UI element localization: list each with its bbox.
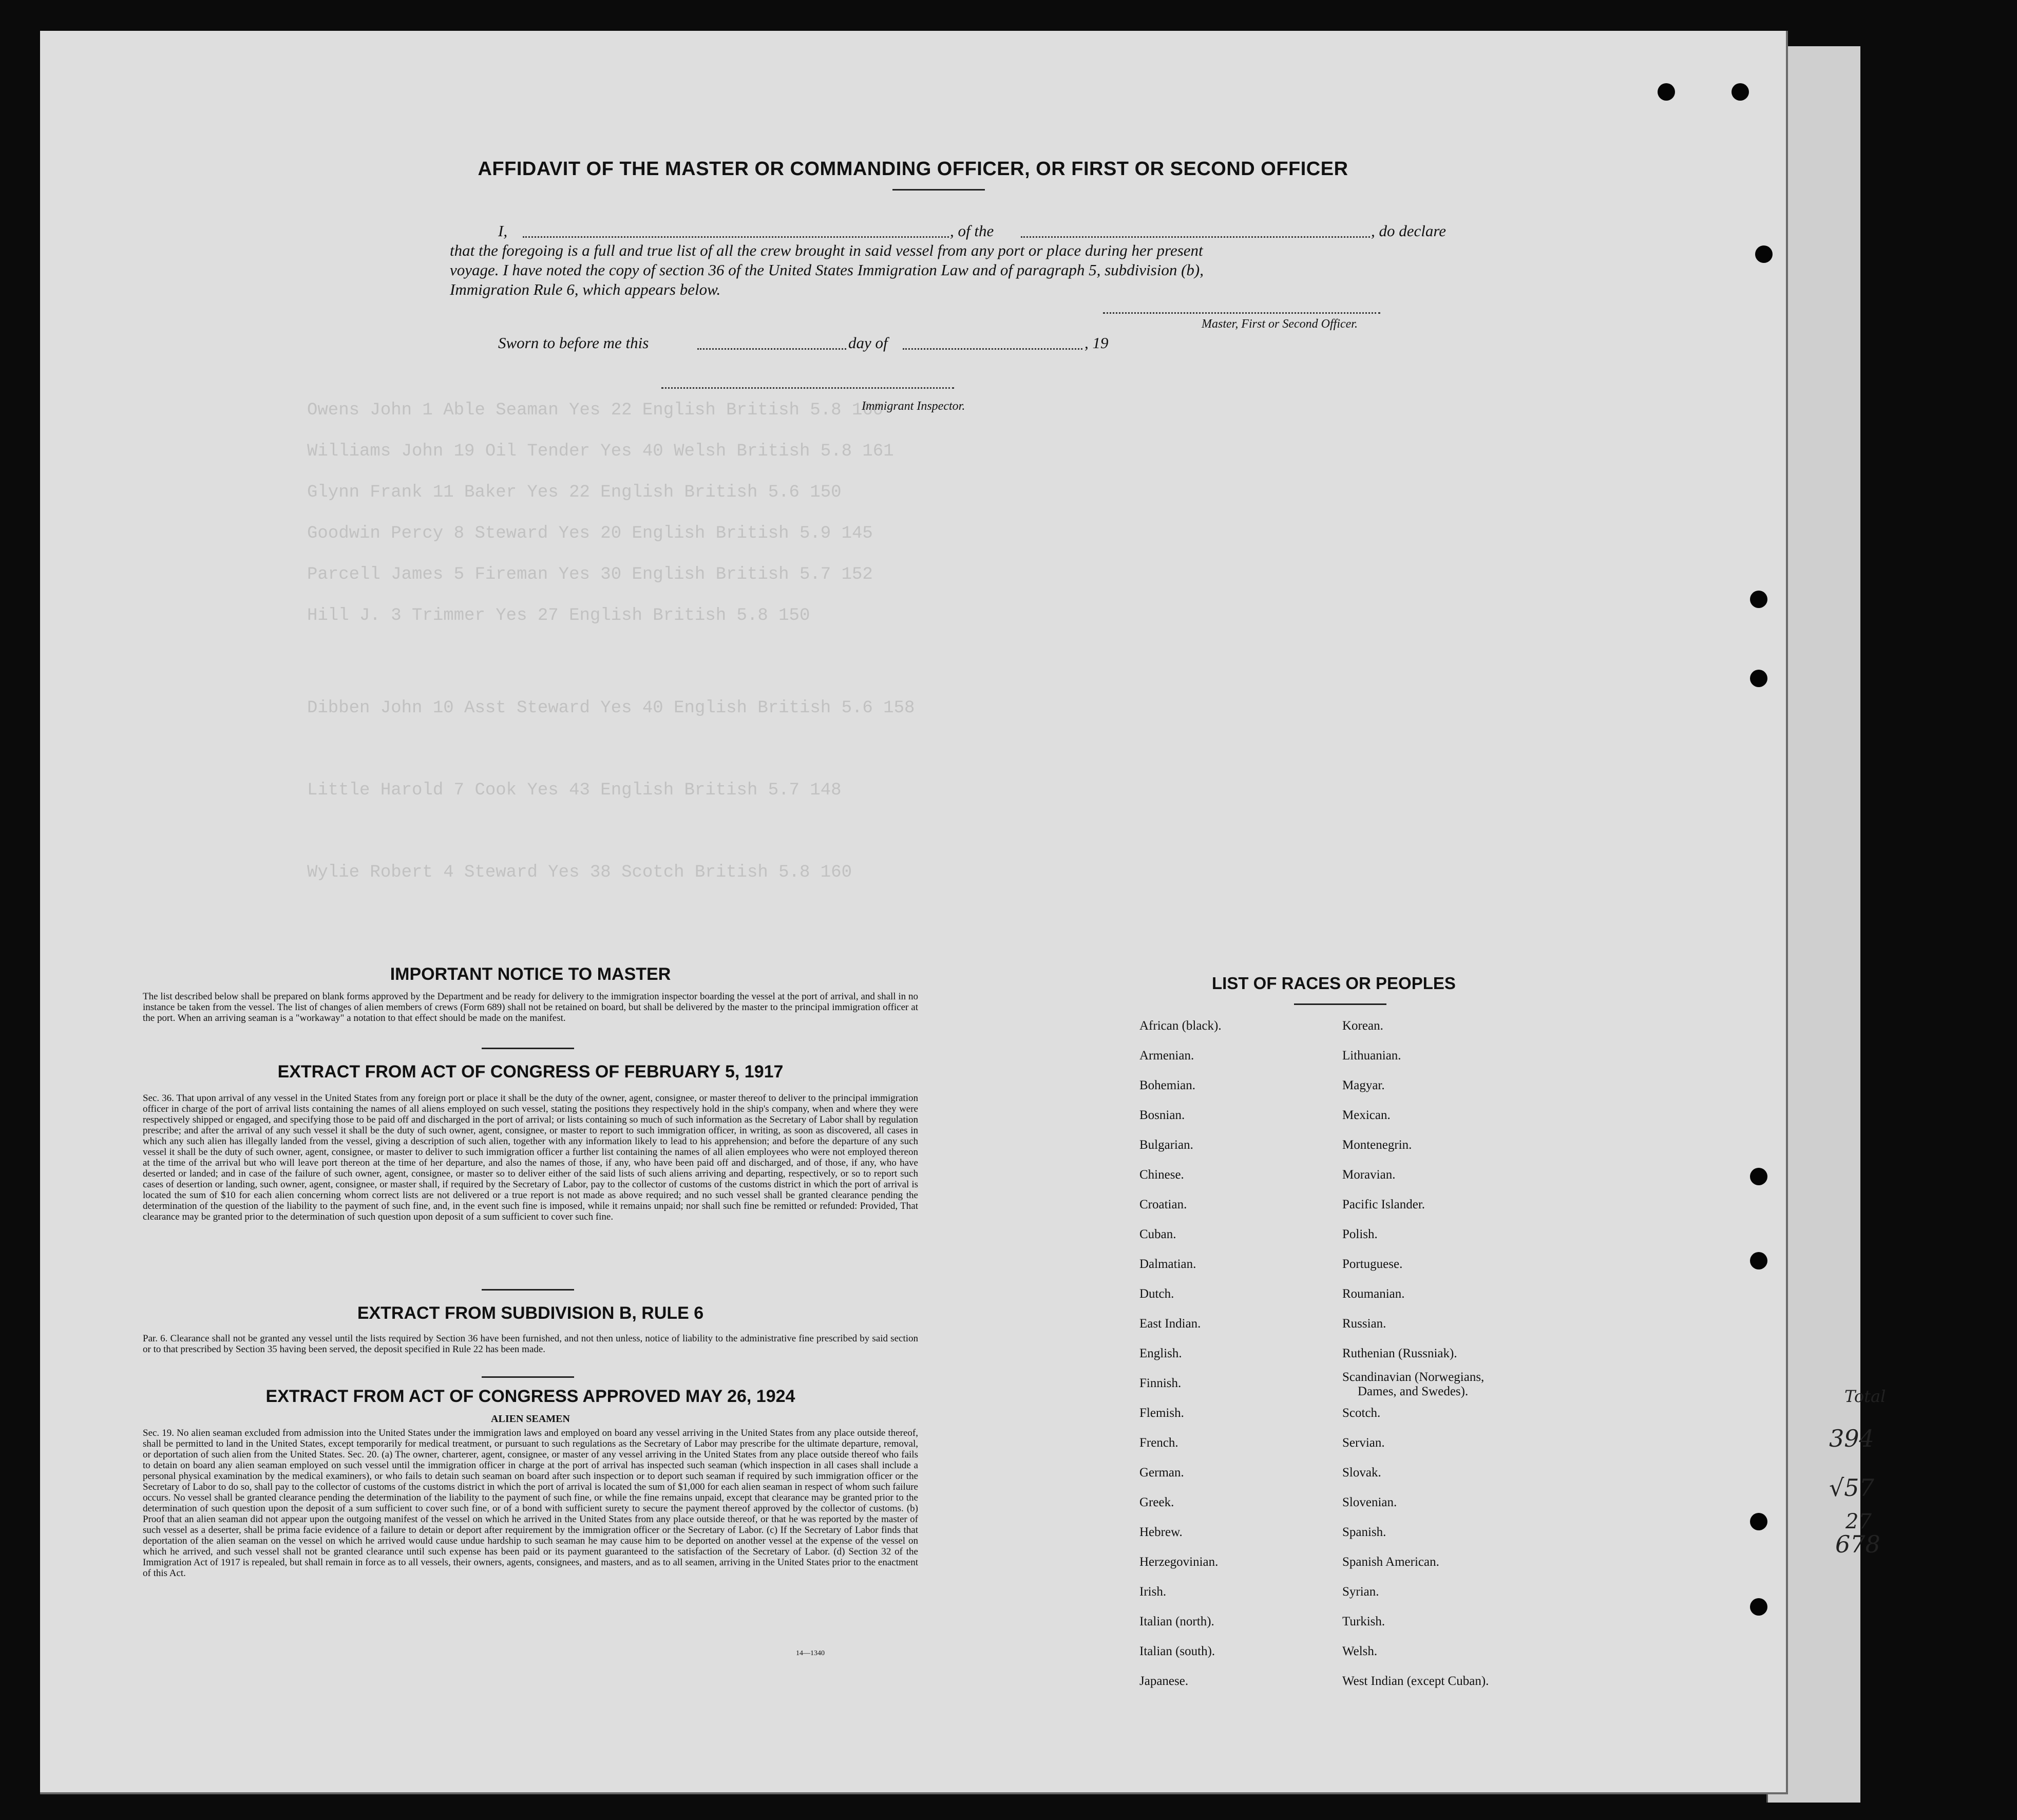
race-right-item: Pacific Islander. bbox=[1342, 1198, 1425, 1211]
sworn-label: Sworn to before me this bbox=[498, 334, 649, 352]
race-left-item: East Indian. bbox=[1139, 1317, 1201, 1331]
bleed-through-text: Little Harold 7 Cook Yes 43 English British 5.7 148 bbox=[307, 781, 842, 800]
race-right-item: Portuguese. bbox=[1342, 1257, 1403, 1271]
bleed-through-text: Parcell James 5 Fireman Yes 30 English British 5.7 152 bbox=[307, 565, 873, 584]
race-left-item: Bohemian. bbox=[1139, 1078, 1196, 1092]
day-of-label: day of bbox=[848, 334, 888, 352]
bleed-through-text: Williams John 19 Oil Tender Yes 40 Welsh British 5.8 161 bbox=[307, 442, 894, 461]
inspector-signature-line[interactable] bbox=[661, 387, 954, 389]
race-left-item: Hebrew. bbox=[1139, 1525, 1183, 1539]
races-heading-underline bbox=[1294, 1003, 1386, 1005]
race-left-item: Irish. bbox=[1139, 1585, 1167, 1599]
punch-hole bbox=[1750, 1598, 1767, 1616]
bleed-through-text: Glynn Frank 11 Baker Yes 22 English British 5.6 150 bbox=[307, 483, 842, 502]
race-left-item: African (black). bbox=[1139, 1019, 1222, 1033]
race-right-item: Syrian. bbox=[1342, 1585, 1379, 1599]
affidavit-declare-label: , do declare bbox=[1371, 222, 1447, 240]
punch-hole bbox=[1731, 83, 1749, 101]
race-left-item: Bosnian. bbox=[1139, 1108, 1185, 1122]
race-right-item: Moravian. bbox=[1342, 1168, 1396, 1182]
race-right-item: Turkish. bbox=[1342, 1615, 1385, 1628]
race-left-item: Greek. bbox=[1139, 1495, 1174, 1509]
year-label: , 19 bbox=[1084, 334, 1109, 352]
races-heading: LIST OF RACES OR PEOPLES bbox=[1212, 974, 1456, 993]
sworn-month-blank[interactable] bbox=[903, 348, 1082, 350]
extract-rule6-body: Par. 6. Clearance shall not be granted any vessel until the lists required by Section 36 have been furnished, and not then unless, notice of liability to the administrative fine prescribed by said section or to that prescribed by Section 35 having been served, the deposit specified in Rule 22 has been made. bbox=[143, 1333, 918, 1355]
bleed-through-text: Wylie Robert 4 Steward Yes 38 Scotch British 5.8 160 bbox=[307, 863, 852, 882]
race-right-item: Welsh. bbox=[1342, 1644, 1378, 1658]
punch-hole bbox=[1750, 1168, 1767, 1185]
race-left-item: German. bbox=[1139, 1466, 1184, 1480]
race-right-item: Servian. bbox=[1342, 1436, 1385, 1450]
race-left-item: Italian (north). bbox=[1139, 1615, 1214, 1628]
extract-1917-body: Sec. 36. That upon arrival of any vessel in the United States from any foreign port or place it shall be the duty of the owner, agent, consignee, or master thereof to deliver to the principal immigration officer in charge of the port of arrival lists containing the names of all aliens employed on such vessel, stating the positions they respectively hold in the ship's company, when and where they were respectively shipped or engaged, and specifying those to be paid off and discharged in the port of arrival; or lists containing so much of such information as the Secretary of Labor shall by regulation prescribe; and after the arrival of any such vessel it shall be the duty of such owner, agent, consignee, or master to report to such immigration officer, in writing, as soon as discovered, all cases in which any such alien has illegally landed from the vessel, giving a description of such alien, together with any information likely to lead to his apprehension; and before the departure of any such vessel it shall be the duty of such owner, agent, consignee, or master to deliver to such immigration officer a further list containing the names of all alien employees who were not employed thereon at the time of the arrival but who will leave port thereon at the time of her departure, and also the names of those, if any, who have been paid off and discharged, and of those, if any, who have deserted or landed; and in case of the failure of such owner, agent, consignee, or master so to deliver either of the said lists of such aliens arriving and departing, respectively, or so to report such cases of desertion or landing, such owner, agent, consignee, or master shall, if required by the Secretary of Labor, pay to the collector of customs of the customs district in which the port of arrival is located the sum of $10 for each alien concerning whom correct lists are not delivered or a true report is not made as above required; and no such vessel shall be granted clearance pending the determination of the question of the liability to the payment of such fine, and, in the event such fine is imposed, while it remains unpaid; nor shall such fine be remitted or refunded: Provided, That clearance may be granted prior to the determination of such question upon deposit of a sum sufficient to cover such fine. bbox=[143, 1093, 918, 1222]
race-left-item: Armenian. bbox=[1139, 1049, 1194, 1063]
race-left-item: Japanese. bbox=[1139, 1674, 1189, 1688]
total-value: 27 bbox=[1845, 1510, 1872, 1533]
name-blank[interactable] bbox=[523, 236, 949, 238]
punch-hole bbox=[1750, 591, 1767, 608]
extract-rule6-divider bbox=[482, 1376, 574, 1378]
race-left-item: Chinese. bbox=[1139, 1168, 1184, 1182]
race-left-item: Finnish. bbox=[1139, 1376, 1182, 1390]
race-right-item: Slovenian. bbox=[1342, 1495, 1397, 1509]
form-number: 14—1340 bbox=[796, 1650, 825, 1657]
extract-1924-heading: EXTRACT FROM ACT OF CONGRESS APPROVED MAY 26, 1924 bbox=[265, 1387, 795, 1406]
race-left-item: Dalmatian. bbox=[1139, 1257, 1196, 1271]
race-left-item: English. bbox=[1139, 1347, 1182, 1360]
notice-divider bbox=[482, 1048, 574, 1049]
race-right-item: Spanish American. bbox=[1342, 1555, 1439, 1569]
race-left-item: Dutch. bbox=[1139, 1287, 1174, 1301]
sworn-day-blank[interactable] bbox=[697, 348, 846, 350]
race-right-item: Russian. bbox=[1342, 1317, 1386, 1331]
affidavit-i-label: I, bbox=[498, 222, 508, 240]
total-value: 394 bbox=[1829, 1425, 1874, 1452]
race-right-item: Montenegrin. bbox=[1342, 1138, 1412, 1152]
extract-1924-subheading: ALIEN SEAMEN bbox=[491, 1413, 570, 1425]
punch-hole bbox=[1750, 1513, 1767, 1530]
extract-1917-divider bbox=[482, 1289, 574, 1291]
punch-hole bbox=[1755, 245, 1773, 263]
total-value: √57 bbox=[1829, 1474, 1874, 1502]
affidavit-title: AFFIDAVIT OF THE MASTER OR COMMANDING OFFICER, OR FIRST OR SECOND OFFICER bbox=[478, 158, 1348, 180]
extract-1924-body: Sec. 19. No alien seaman excluded from admission into the United States under the immigration laws and employed on board any vessel arriving in the United States from any place outside thereof, shall be permitted to land in the United States, except temporarily for medical treatment, or pursuant to such regulations as the Secretary of Labor may prescribe for the ultimate departure, removal, or deportation of such alien from the United States. Sec. 20. (a) The owner, charterer, agent, consignee, or master of any vessel arriving in the United States from any place outside thereof who fails to detain on board any alien seaman employed on such vessel until the immigration officer in charge at the port of arrival has inspected such seaman (which inspection in all cases shall include a personal physical examination by the medical examiners), or who fails to detain such seaman on board after such inspection or to deport such seaman if required by such immigration officer or the Secretary of Labor to do so, shall pay to the collector of customs of the customs district in which the port of arrival is located the sum of $1,000 for each alien seaman in respect of whom such failure occurs. No vessel shall be granted clearance pending the determination of the liability to the payment of such fine, or while the fine remains unpaid, except that clearance may be granted prior to the determination of such question upon the deposit of a sum sufficient to cover such fine, or of a bond with sufficient surety to secure the payment thereof approved by the collector of customs. (b) Proof that an alien seaman did not appear upon the outgoing manifest of the vessel on which he arrived in the United States from any place outside thereof, or that he was reported by the master of such vessel as a deserter, shall be prima facie evidence of a failure to detain or deport after requirement by the immigration officer or the Secretary of Labor. (c) If the Secretary of Labor finds that deportation of the alien seaman on the vessel on which he arrived would cause undue hardship to such seaman he may cause him to be deported on another vessel at the expense of the vessel on which he arrived, and such vessel shall not be granted clearance until such expense has been paid or its payment guaranteed to the satisfaction of the Secretary of Labor. (d) Section 32 of the Immigration Act of 1917 is repealed, but shall remain in force as to all vessels, their owners, agents, consignees, and masters, and as to all seamen, arriving in the United States prior to the enactment of this Act. bbox=[143, 1428, 918, 1579]
inspector-signature-label: Immigrant Inspector. bbox=[862, 400, 965, 413]
race-right-item: Scandinavian (Norwegians, bbox=[1342, 1370, 1485, 1384]
total-label: Total bbox=[1844, 1387, 1886, 1406]
master-signature-label: Master, First or Second Officer. bbox=[1202, 317, 1358, 331]
race-right-item: Scotch. bbox=[1342, 1406, 1381, 1420]
race-right-item: Slovak. bbox=[1342, 1466, 1381, 1480]
race-right-item: Roumanian. bbox=[1342, 1287, 1405, 1301]
affidavit-line-3: voyage. I have noted the copy of section 36 of the United States Immigration Law and of paragraph 5, subdivision (b), bbox=[450, 261, 1204, 279]
extract-rule6-heading: EXTRACT FROM SUBDIVISION B, RULE 6 bbox=[357, 1303, 704, 1323]
punch-hole bbox=[1750, 1252, 1767, 1269]
manifest-back-page bbox=[40, 31, 1886, 1794]
affidavit-line-4: Immigration Rule 6, which appears below. bbox=[450, 280, 721, 298]
affidavit-of-the-label: , of the bbox=[950, 222, 994, 240]
race-right-item: Spanish. bbox=[1342, 1525, 1386, 1539]
race-left-item: Croatian. bbox=[1139, 1198, 1187, 1211]
race-left-item: French. bbox=[1139, 1436, 1178, 1450]
race-right-item: Korean. bbox=[1342, 1019, 1383, 1033]
race-left-item: Flemish. bbox=[1139, 1406, 1184, 1420]
race-left-item: Cuban. bbox=[1139, 1227, 1176, 1241]
race-right-item: Dames, and Swedes). bbox=[1358, 1385, 1469, 1398]
race-left-item: Bulgarian. bbox=[1139, 1138, 1193, 1152]
race-right-item: West Indian (except Cuban). bbox=[1342, 1674, 1489, 1688]
bleed-through-text: Dibben John 10 Asst Steward Yes 40 English British 5.6 158 bbox=[307, 698, 915, 718]
master-signature-line[interactable] bbox=[1103, 312, 1380, 314]
race-left-item: Italian (south). bbox=[1139, 1644, 1215, 1658]
race-right-item: Polish. bbox=[1342, 1227, 1378, 1241]
notice-heading: IMPORTANT NOTICE TO MASTER bbox=[390, 964, 671, 984]
notice-body: The list described below shall be prepared on blank forms approved by the Department and be ready for delivery to the immigration inspector boarding the vessel at the port of arrival, and shall in no instance be taken from the vessel. The list of changes of alien members of crews (Form 689) shall not be retained on board, but shall be delivered by the master to the principal immigration officer at the port. When an arriving seaman is a "workaway" a notation to that effect should be made on the manifest. bbox=[143, 991, 918, 1023]
bleed-through-text: Owens John 1 Able Seaman Yes 22 English British 5.8 160 bbox=[307, 401, 884, 420]
punch-hole bbox=[1750, 670, 1767, 687]
extract-1917-heading: EXTRACT FROM ACT OF CONGRESS OF FEBRUARY 5, 1917 bbox=[277, 1062, 784, 1082]
punch-hole bbox=[1658, 83, 1675, 101]
vessel-blank[interactable] bbox=[1021, 236, 1370, 238]
race-right-item: Ruthenian (Russniak). bbox=[1342, 1347, 1457, 1360]
bleed-through-text: Hill J. 3 Trimmer Yes 27 English British 5.8 150 bbox=[307, 606, 810, 625]
race-right-item: Lithuanian. bbox=[1342, 1049, 1401, 1063]
affidavit-line-2: that the foregoing is a full and true list of all the crew brought in said vessel from any port or place during her present bbox=[450, 241, 1203, 259]
title-underline bbox=[892, 189, 985, 191]
total-value: 678 bbox=[1835, 1530, 1880, 1558]
race-right-item: Magyar. bbox=[1342, 1078, 1385, 1092]
bleed-through-text: Goodwin Percy 8 Steward Yes 20 English British 5.9 145 bbox=[307, 524, 873, 543]
race-right-item: Mexican. bbox=[1342, 1108, 1391, 1122]
race-left-item: Herzegovinian. bbox=[1139, 1555, 1219, 1569]
